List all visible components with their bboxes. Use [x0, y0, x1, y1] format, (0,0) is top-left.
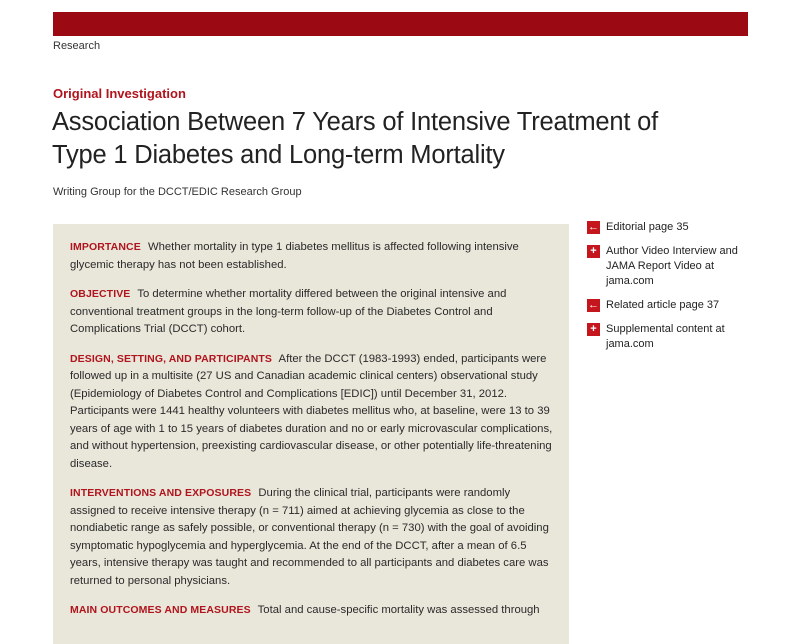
related-article-link[interactable]: Related article: [606, 299, 677, 311]
related-links-sidebar: [587, 220, 757, 361]
article-type: Original Investigation: [53, 86, 186, 101]
top-banner: [53, 12, 748, 36]
abstract-section-outcomes: [70, 602, 555, 620]
site-ref: at jama.com: [606, 323, 725, 350]
abstract-heading: IMPORTANCE: [70, 241, 141, 253]
abstract-section-importance: [70, 239, 555, 274]
supplemental-content-link[interactable]: Supplemental content: [606, 323, 713, 335]
plus-icon: +: [587, 323, 600, 336]
abstract-section-objective: [70, 286, 555, 339]
author-video-link[interactable]: Author Video Interview: [606, 245, 717, 257]
abstract-text: Whether mortality in type 1 diabetes mellitus is affected following intensive glycemic therapy has not been established.: [70, 241, 519, 271]
abstract-text: After the DCCT (1983-1993) ended, participants were followed up in a multisite (27 US and Canadian academic clinical centers) observational study (Epidemiology of Diabetes Control and Complications [EDIC]) until December 31, 2012. Participants were 1441 healthy volunteers with diabetes mellitus who, at baseline, were 13 to 39 years of age with 1 to 15 years of diabetes duration and no or early microvascular complications, and without hypertension, preexisting cardiovascular disease, or other potentially life-threatening disease.: [70, 352, 553, 470]
abstract-text: During the clinical trial, participants were randomly assigned to receive intensive therapy (n = 711) aimed at achieving glycemia as close to the nondiabetic range as safely possible, or conventional therapy (n = 730) with the goal of avoiding symptomatic hypoglycemia and hyperglycemia. At the end of the DCCT, after a mean of 6.5 years, intensive therapy was taught and recommended to all participants and diabetes care was returned to personal physicians.: [70, 487, 549, 587]
sidebar-item-related[interactable]: [587, 298, 757, 313]
author-line: Writing Group for the DCCT/EDIC Research Group: [53, 186, 302, 198]
article-title: Association Between 7 Years of Intensive Treatment of Type 1 Diabetes and Long-term Mortality: [52, 108, 659, 169]
abstract-heading: MAIN OUTCOMES AND MEASURES: [70, 604, 251, 616]
sidebar-item-editorial[interactable]: [587, 220, 757, 235]
arrow-left-icon: ←: [588, 221, 599, 233]
plus-icon: +: [587, 245, 600, 258]
sidebar-item-video[interactable]: [587, 244, 757, 289]
abstract-heading: INTERVENTIONS AND EXPOSURES: [70, 487, 252, 499]
abstract-section-interventions: [70, 485, 555, 590]
abstract-heading: OBJECTIVE: [70, 288, 131, 300]
page-ref: page 37: [676, 299, 720, 311]
abstract-section-design: [70, 351, 555, 474]
sidebar-item-supplemental[interactable]: [587, 322, 757, 352]
abstract-heading: DESIGN, SETTING, AND PARTICIPANTS: [70, 352, 273, 365]
connector-text: and: [716, 245, 738, 257]
arrow-left-icon: ←: [588, 299, 599, 311]
abstract-text: To determine whether mortality differed between the original intensive and conventional treatment groups in the long-term follow-up of the Diabetes Control and Complications Trial (DCCT) cohort.: [70, 288, 507, 335]
site-ref: at jama.com: [606, 260, 715, 287]
abstract-box: [53, 224, 569, 644]
section-label: Research: [53, 40, 101, 52]
abstract-text: Total and cause-specific mortality was assessed through: [257, 604, 540, 616]
editorial-link[interactable]: Editorial: [606, 221, 646, 233]
jama-report-video-link[interactable]: JAMA Report Video: [606, 260, 702, 272]
page-ref: page 35: [645, 221, 689, 233]
